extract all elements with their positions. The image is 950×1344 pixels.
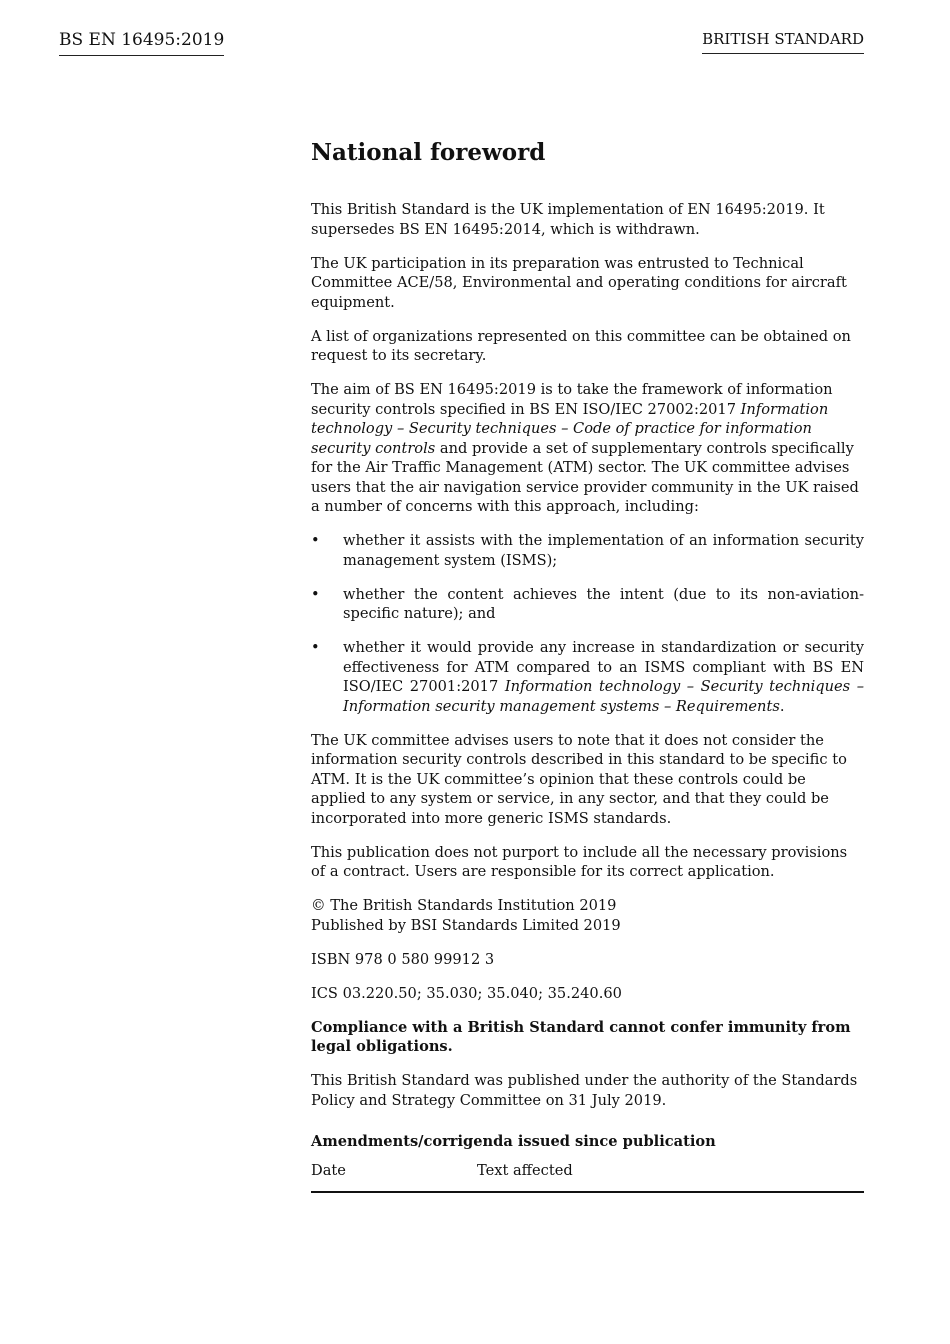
bullet-marker: • [311, 585, 320, 603]
bullet-marker: • [311, 639, 320, 656]
publisher-line: Published by BSI Standards Limited 2019 [311, 916, 621, 934]
standard-series-label: BRITISH STANDARD [702, 30, 864, 54]
amendments-table [311, 1161, 864, 1194]
paragraph-committee: The UK participation in its preparation was entrusted to Technical Committee ACE/58, Environmental and operating conditions for aircraft equipment. [311, 254, 847, 311]
bullet-marker: • [311, 532, 320, 549]
aim-text-start: The aim of BS EN 16495:2019 is to take the framework of information security controls specified in BS EN ISO/IEC 27002:2017 [311, 381, 833, 418]
aim-cited-title: Information technology – Security techniques – Code of practice for information security controls [311, 400, 829, 457]
list-item [311, 638, 864, 716]
paragraph-aim [311, 380, 864, 517]
list-item-text: whether it would provide any increase in standardization or security effectiveness for ATM compared to an ISMS compliant with BS EN ISO/IEC 27001:2017 [343, 639, 864, 695]
list-item-cited-title: Information technology – Security techniques – Information security management systems – Requirements [343, 678, 864, 715]
page-title: National foreword [311, 139, 546, 166]
list-item-text-end: . [779, 697, 785, 715]
paragraph-contract: This publication does not purport to include all the necessary provisions of a contract. Users are responsible for its correct application. [311, 843, 848, 880]
paragraph-implementation: This British Standard is the UK implementation of EN 16495:2019. It supersedes BS EN 16495:2014, which is withdrawn. [311, 201, 825, 238]
copyright-block [311, 896, 864, 935]
amendments-title: Amendments/corrigenda issued since publication [311, 1133, 716, 1150]
compliance-notice: Compliance with a British Standard cannot confer immunity from legal obligations. [311, 1018, 851, 1055]
paragraph-organizations: A list of organizations represented on this committee can be obtained on request to its secretary. [311, 327, 851, 364]
concerns-list [311, 531, 864, 716]
copyright-line: © The British Standards Institution 2019 [311, 897, 617, 914]
isbn: ISBN 978 0 580 99912 3 [311, 950, 495, 968]
amendments-text-header: Text affected [477, 1161, 573, 1179]
amendments-date-header: Date [311, 1161, 346, 1179]
ics-codes: ICS 03.220.50; 35.030; 35.040; 35.240.60 [311, 984, 622, 1002]
document-id: BS EN 16495:2019 [59, 30, 224, 56]
aim-text-end: and provide a set of supplementary controls specifically for the Air Traffic Management (ATM) sector. The UK committee advises users that the air navigation service provider community in the UK raised a number of concerns with this approach, including: [311, 439, 859, 515]
list-item [311, 531, 864, 570]
list-item [311, 585, 864, 624]
list-item-text: whether the content achieves the intent (due to its non-aviation-specific nature); and [343, 585, 864, 622]
list-item-text: whether it assists with the implementation of an information security management system (ISMS); [343, 532, 864, 569]
paragraph-authority: This British Standard was published under the authority of the Standards Policy and Strategy Committee on 31 July 2019. [311, 1072, 858, 1109]
foreword-body [311, 138, 864, 1193]
paragraph-committee-opinion: The UK committee advises users to note that it does not consider the information security controls described in this standard to be specific to ATM. It is the UK committee’s opinion that these controls could be applied to any system or service, in any sector, and that they could be incorporated into more generic ISMS standards. [311, 731, 847, 827]
